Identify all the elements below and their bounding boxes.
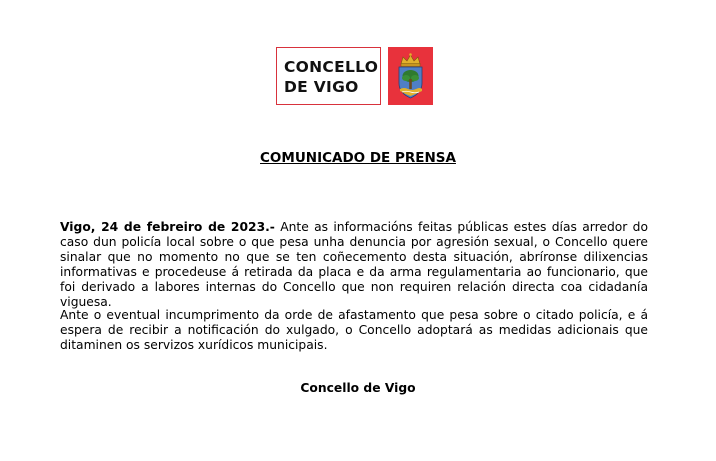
document-title: COMUNICADO DE PRENSA [260, 150, 456, 166]
paragraph-2: Ante o eventual incumprimento da orde de afastamento que pesa sobre o citado policía, e á espera de recibir a notificación do xulgado, o Concello adoptará as medidas adicionais que ditaminen os servizos xurídicos municipais. [60, 308, 648, 352]
concello-de-vigo-logo [276, 47, 433, 107]
signature: Concello de Vigo [300, 381, 416, 395]
paragraph-1 [60, 220, 648, 310]
dateline: Vigo, 24 de febreiro de 2023.- [60, 220, 275, 234]
logo-line-2: DE VIGO [284, 78, 359, 96]
logo-line-1: CONCELLO [284, 58, 379, 76]
paragraph-1-body: Ante as informacións feitas públicas estes días arredor do caso dun policía local sobre o que pesa unha denuncia por agresión sexual, o Concello quere sinalar que no momento no que se ten coñecemento desta situación, abríronse dilixencias informativas e procedeuse á retirada da placa e da arma regulamentaria ao funcionario, que foi derivado a labores internas do Concello que non requiren relación directa coa cidadanía viguesa. [60, 220, 648, 309]
vigo-coat-of-arms-icon [388, 47, 433, 105]
logo-wordmark [276, 47, 381, 105]
